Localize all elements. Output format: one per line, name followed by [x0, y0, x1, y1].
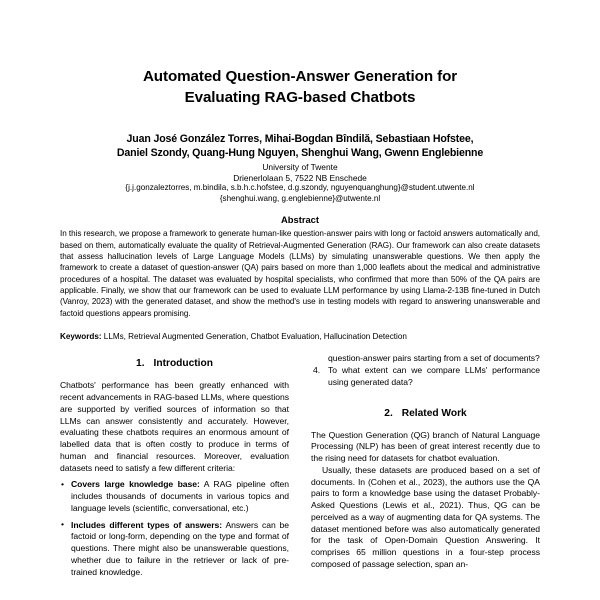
- related-work-paragraph-2: Usually, these datasets are produced based on a set of documents. In (Cohen et al., 2023), the authors use the QA pairs to form a knowledge base using the dataset Probably-Asked Questions (Lewis et al., 2021). Thus, QG can be perceived as a way of augmenting data for QA systems. The dataset mentioned before was also automatically generated for the task of Open-Domain Question Answering. It comprises 65 million questions in a four-step process composed of passage selection, span an-: [311, 464, 540, 569]
- author-line-2: Daniel Szondy, Quang-Hung Nguyen, Shenghui Wang, Gwenn Englebienne: [116, 146, 484, 159]
- abstract-body: In this research, we propose a framework to generate human-like question-answer pairs with long or factoid answers automatically and, based on them, automatically evaluate the quality of Retrieval-Augmented Generation (RAG). Our framework can also create datasets that assess hallucination levels of Large Language Models (LLMs) by simulating unanswerable questions. We then apply the framework to create a dataset of question-answer (QA) pairs based on more than 1,000 leaflets about the medical and administrative procedures of a hospital. The dataset was evaluated by hospital specialists, who confirmed that more than 50% of the QA pairs are applicable. Finally, we show that our framework can be used to evaluate LLM performance by using Llama-2-13B fine-tuned in Dutch (Vanroy, 2023) with the generated dataset, and show the method's use in testing models with regard to answering unanswerable and factoid questions appears promising.: [60, 229, 540, 318]
- title-line-2: Evaluating RAG-based Chatbots: [184, 89, 416, 106]
- research-questions-list: [311, 365, 540, 389]
- affiliation-address: Drienerlolaan 5, 7522 NB Enschede: [233, 172, 367, 183]
- section-heading-introduction: [60, 353, 289, 380]
- body-columns: [60, 342, 540, 578]
- right-column: [311, 353, 540, 578]
- keywords-value: LLMs, Retrieval Augmented Generation, Chatbot Evaluation, Hallucination Detection: [101, 332, 407, 342]
- bullet-lead-2: Includes different types of answers:: [71, 519, 223, 530]
- author-line-1: Juan José González Torres, Mihai-Bogdan Bîndilă, Sebastiaan Hofstee,: [126, 133, 474, 145]
- section-spacer: [311, 389, 540, 403]
- keywords-label: Keywords:: [60, 332, 102, 342]
- page-title: [60, 0, 540, 108]
- list-text-4: To what extent can we compare LLMs' performance using generated data?: [328, 365, 540, 387]
- related-work-paragraph-1: The Question Generation (QG) branch of Natural Language Processing (NLP) has been of great interest recently due to the rising need for datasets for chatbot evaluation.: [311, 429, 540, 464]
- bullet-lead-1: Covers large knowledge base:: [71, 479, 200, 490]
- section-number-1: 1.: [136, 358, 145, 370]
- title-line-1: Automated Question-Answer Generation for: [142, 68, 458, 85]
- abstract-heading: Abstract: [280, 214, 320, 226]
- keywords: [60, 319, 540, 342]
- author-emails: [60, 183, 540, 204]
- introduction-paragraph: Chatbots' performance has been greatly enhanced with recent advancements in RAG-based LLMs, where questions are supported by verified sources of information so that LLMs can answer consistently and accurately. However, evaluating these chatbots requires an enormous amount of labelled data that is often costly to produce in terms of human and financial resources. Moreover, evaluation datasets need to satisfy a few different criteria:: [60, 380, 289, 473]
- list-item: [60, 520, 289, 579]
- email-line-students: {j.j.gonzaleztorres, m.bindila, s.b.h.c.hofstee, d.g.szondy, nguyenquanghung}@student.utwente.nl: [125, 183, 475, 193]
- list-item: [311, 365, 540, 389]
- section-title-1: Introduction: [153, 358, 213, 370]
- bullet-text-2: Answers can be factoid or long-form, depending on the type and format of questions. There might also be unanswerable questions, whether due to failure in the retriever or lack of pre-trained knowledge.: [71, 519, 289, 577]
- criteria-bullet-list: [60, 479, 289, 578]
- section-heading-related-work: [311, 403, 540, 430]
- section-number-2: 2.: [384, 407, 393, 419]
- affiliation-institution: University of Twente: [262, 162, 338, 172]
- left-column: [60, 353, 289, 578]
- list-marker-4: 4.: [313, 365, 321, 376]
- affiliation: [60, 160, 540, 183]
- section-title-2: Related Work: [401, 407, 467, 419]
- list-item: [60, 479, 289, 514]
- bullet-text-1: A RAG pipeline often includes thousands of documents in various topics and language levels (scientific, conversational, etc.): [71, 479, 289, 513]
- continued-question-item: question-answer pairs starting from a set of documents?: [328, 353, 540, 364]
- author-list: [60, 108, 540, 160]
- email-line-staff: {shenghui.wang, g.englebienne}@utwente.nl: [219, 193, 381, 203]
